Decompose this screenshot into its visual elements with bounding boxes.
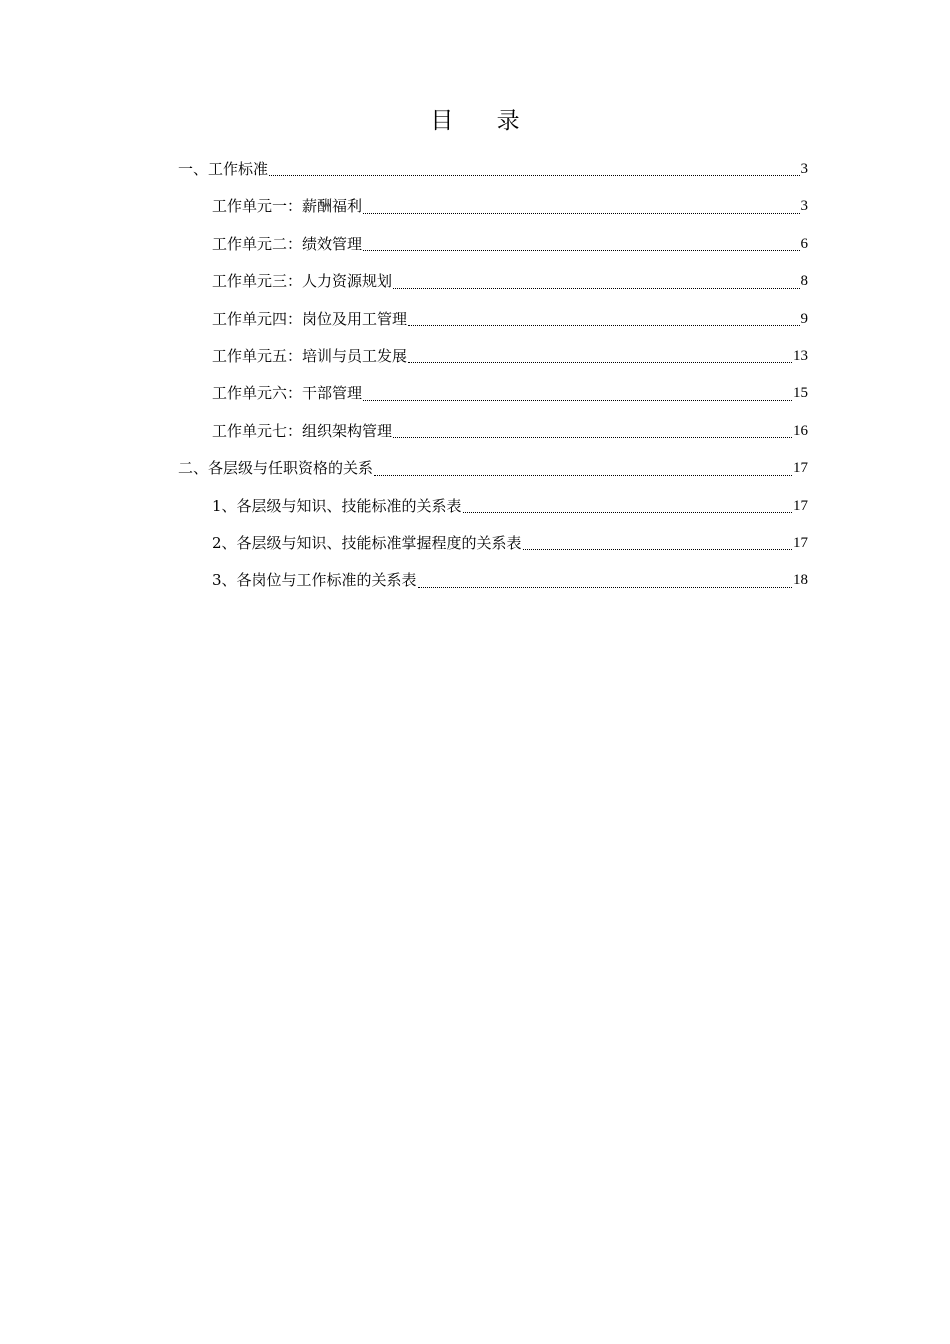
toc-entry-text: 2、各层级与知识、技能标准掌握程度的关系表 — [212, 533, 522, 552]
toc-entry-page: 13 — [793, 347, 808, 364]
toc-entry[interactable] — [178, 450, 808, 487]
table-of-contents — [178, 151, 808, 600]
dot-leader — [408, 362, 792, 363]
toc-entry[interactable] — [178, 151, 808, 188]
toc-entry-page: 9 — [800, 310, 808, 327]
toc-entry[interactable] — [178, 263, 808, 300]
toc-entry-page: 17 — [793, 460, 808, 477]
dot-leader — [523, 549, 792, 550]
toc-entry-text: 二、各层级与任职资格的关系 — [178, 459, 374, 478]
toc-entry-page: 16 — [793, 422, 808, 439]
toc-entry-text: 工作单元一：薪酬福利 — [212, 197, 363, 216]
toc-entry-page: 18 — [793, 572, 808, 589]
toc-entry-page: 3 — [800, 198, 808, 215]
dot-leader — [269, 175, 799, 176]
toc-entry-text: 工作单元五：培训与员工发展 — [212, 346, 408, 365]
toc-entry-page: 6 — [800, 235, 808, 252]
dot-leader — [393, 288, 799, 289]
toc-entry-page: 3 — [800, 160, 808, 177]
dot-leader — [363, 400, 792, 401]
toc-entry-text: 工作单元六：干部管理 — [212, 384, 363, 403]
dot-leader — [363, 213, 799, 214]
toc-entry[interactable] — [178, 301, 808, 338]
toc-entry-text: 1、各层级与知识、技能标准的关系表 — [212, 496, 462, 515]
toc-entry[interactable] — [178, 413, 808, 450]
dot-leader — [363, 250, 799, 251]
toc-entry-page: 17 — [793, 497, 808, 514]
toc-entry-text: 工作单元二：绩效管理 — [212, 234, 363, 253]
toc-entry-text: 3、各岗位与工作标准的关系表 — [212, 571, 417, 590]
toc-entry-text: 工作单元三：人力资源规划 — [212, 272, 393, 291]
dot-leader — [463, 512, 792, 513]
dot-leader — [418, 587, 792, 588]
toc-entry-text: 工作单元四：岗位及用工管理 — [212, 309, 408, 328]
toc-entry[interactable] — [178, 375, 808, 412]
toc-entry[interactable] — [178, 562, 808, 599]
dot-leader — [408, 325, 799, 326]
toc-entry-page: 8 — [800, 273, 808, 290]
toc-entry[interactable] — [178, 488, 808, 525]
toc-entry[interactable] — [178, 525, 808, 562]
toc-entry-text: 一、工作标准 — [178, 159, 269, 178]
toc-entry-text: 工作单元七：组织架构管理 — [212, 421, 393, 440]
dot-leader — [374, 475, 792, 476]
toc-entry[interactable] — [178, 338, 808, 375]
toc-entry[interactable] — [178, 226, 808, 263]
dot-leader — [393, 437, 792, 438]
toc-entry[interactable] — [178, 188, 808, 225]
toc-entry-page: 15 — [793, 385, 808, 402]
toc-entry-page: 17 — [793, 534, 808, 551]
toc-title: 目 录 — [430, 108, 538, 134]
